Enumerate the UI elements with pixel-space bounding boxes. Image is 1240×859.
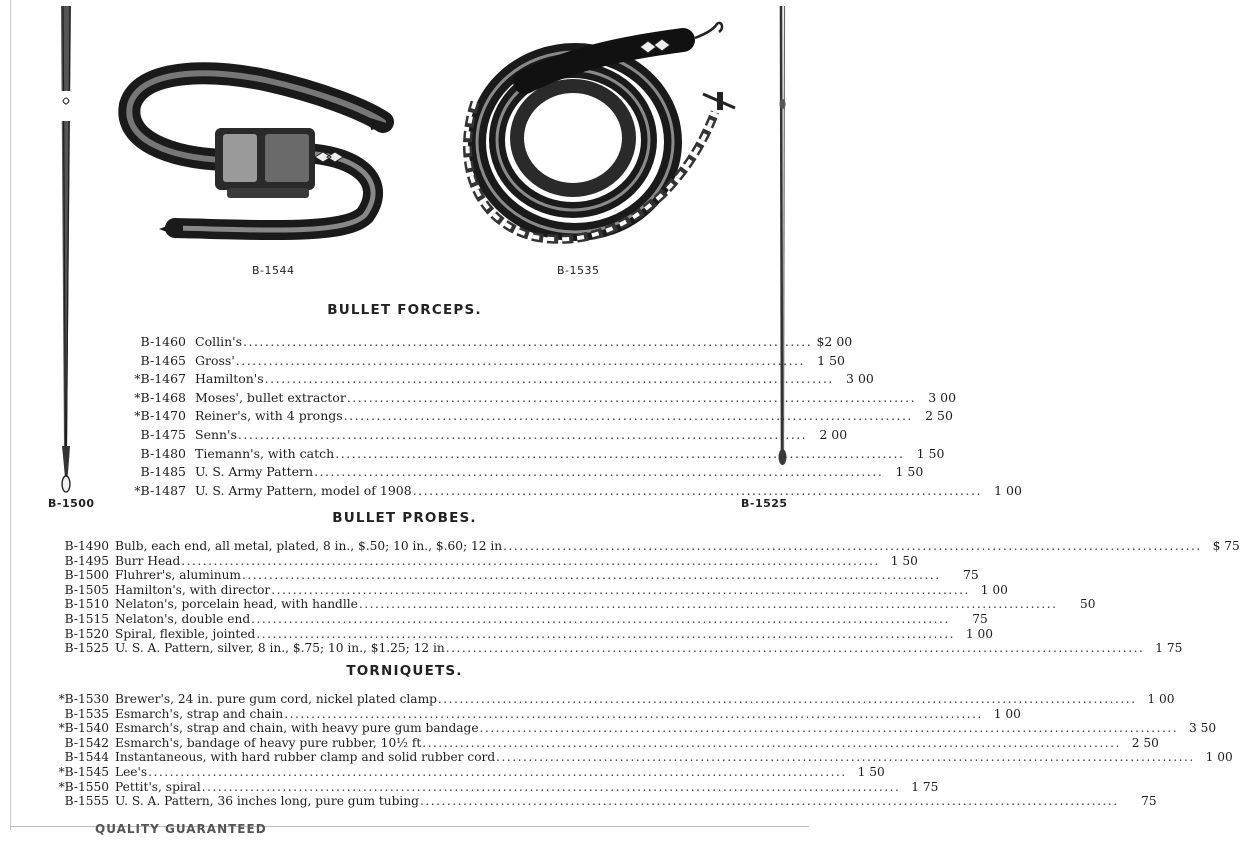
bullet-forceps-heading: BULLET FORCEPS. [327, 302, 482, 318]
item-description: Nelaton's, porcelain head, with handlle [115, 597, 358, 612]
leader-dots: ........................................................................................................ [335, 445, 905, 461]
probe-b1500-label: B-1500 [48, 497, 95, 510]
leader-dots: .................................................................................................................................. [201, 779, 901, 794]
item-price: 1 00 [1205, 750, 1233, 765]
item-description: Hamilton's, with director [115, 582, 271, 597]
item-description: Esmarch's, bandage of heavy pure rubber, 10½ ft [115, 735, 422, 750]
leader-dots: .................................................................................................................................. [251, 611, 950, 626]
leader-dots: ........................................................................................................ [264, 371, 834, 387]
item-code: B-1500 [64, 568, 109, 583]
item-code: *B-1540 [58, 721, 109, 736]
item-price: 1 00 [994, 482, 1022, 498]
item-price: 1 00 [1147, 692, 1175, 706]
leader-dots: .................................................................................................................................. [422, 735, 1121, 750]
item-description: U. S. A. Pattern, 36 inches long, pure gum tubing [115, 794, 419, 809]
table-row [42, 794, 1157, 809]
item-price: $ 75 [1212, 539, 1240, 553]
leader-dots: .................................................................................................................................. [271, 582, 970, 597]
torniquets-list [42, 692, 1233, 809]
table-row [42, 597, 1096, 612]
leader-dots: .................................................................................................................................. [445, 641, 1145, 656]
item-description: Lee's [115, 764, 148, 779]
table-row [42, 611, 988, 627]
leader-dots: ........................................................................................................ [412, 482, 982, 498]
tourniquet-b1535-illustration [455, 22, 745, 252]
leader-dots: .................................................................................................................................. [181, 553, 880, 568]
table-row [114, 389, 957, 409]
table-row [42, 626, 993, 642]
item-code: *B-1550 [58, 779, 109, 794]
item-price: 1 00 [993, 706, 1021, 721]
item-description: Esmarch's, strap and chain [115, 706, 284, 721]
leader-dots: ........................................................................................................ [346, 389, 917, 405]
item-description: Collin's [195, 334, 242, 349]
table-row [114, 445, 945, 465]
item-price: 75 [1141, 794, 1157, 809]
forceps-b1544-label: B-1544 [252, 264, 295, 277]
forceps-b1544-illustration [115, 50, 395, 255]
bullet-forceps-list [114, 334, 1022, 501]
item-description: U. S. A. Pattern, silver, 8 in., $.75; 10 in., $1.25; 12 in [115, 641, 445, 656]
bullet-probes-heading: BULLET PROBES. [332, 510, 477, 526]
item-code: B-1505 [64, 582, 109, 597]
item-price: 2 50 [925, 408, 953, 424]
item-code: *B-1545 [58, 764, 109, 779]
table-row [114, 482, 1022, 502]
item-description: Fluhrer's, aluminum [115, 568, 241, 583]
table-row [114, 334, 853, 353]
table-row [42, 553, 918, 569]
item-code: B-1495 [64, 553, 109, 568]
probe-b1525-label: B-1525 [741, 497, 788, 510]
item-code: B-1510 [64, 597, 109, 612]
item-description: Brewer's, 24 in. pure gum cord, nickel plated clamp [115, 692, 437, 706]
item-price: 2 00 [819, 426, 848, 442]
leader-dots: ........................................................................................................ [314, 464, 884, 480]
item-code: B-1544 [64, 750, 109, 765]
item-price: 75 [972, 611, 988, 626]
item-code: B-1490 [64, 539, 109, 553]
leader-dots: ........................................................................................................ [237, 426, 808, 442]
item-code: B-1542 [64, 735, 109, 750]
item-price: $2 00 [816, 334, 853, 349]
item-description: Esmarch's, strap and chain, with heavy pure gum bandage [115, 721, 479, 736]
probe-b1500-illustration [50, 6, 80, 501]
item-price: 1 50 [895, 464, 924, 480]
item-description: Senn's [195, 426, 237, 442]
item-code: *B-1487 [134, 482, 186, 498]
item-code: *B-1468 [134, 389, 186, 405]
table-row [42, 539, 1240, 554]
item-price: 50 [1080, 597, 1096, 612]
table-row [42, 721, 1217, 736]
item-description: Hamilton's [195, 371, 264, 387]
item-description: Moses', bullet extractor [195, 389, 346, 405]
table-row [114, 464, 924, 483]
item-code: B-1535 [64, 706, 109, 721]
table-row [42, 582, 1008, 598]
item-price: 1 50 [890, 553, 918, 568]
item-price: 2 50 [1131, 735, 1159, 750]
table-row [42, 764, 885, 780]
torniquets-heading: TORNIQUETS. [346, 663, 463, 679]
leader-dots: .................................................................................................................................. [479, 721, 1179, 736]
leader-dots: ........................................................................................................ [235, 352, 805, 368]
table-row [114, 426, 848, 446]
item-code: *B-1470 [134, 408, 186, 424]
item-price: 1 50 [817, 352, 845, 368]
leader-dots: .................................................................................................................................. [358, 597, 1058, 612]
table-row [42, 750, 1233, 765]
item-price: 75 [963, 568, 979, 583]
item-price: 1 50 [916, 445, 945, 461]
leader-dots: .................................................................................................................................. [496, 750, 1195, 765]
leader-dots: .................................................................................................................................. [419, 794, 1119, 809]
table-row [114, 352, 845, 372]
leader-dots: .................................................................................................................................. [256, 626, 955, 641]
item-price: 3 00 [928, 389, 957, 405]
item-description: Tiemann's, with catch [195, 445, 335, 461]
leader-dots: .................................................................................................................................. [437, 692, 1137, 706]
item-description: Pettit's, spiral [115, 779, 201, 794]
item-code: B-1485 [140, 464, 186, 480]
item-code: B-1515 [64, 611, 109, 626]
item-price: 1 50 [857, 764, 885, 779]
item-code: B-1480 [140, 445, 186, 461]
item-code: *B-1530 [58, 692, 109, 706]
item-price: 3 50 [1189, 721, 1217, 736]
table-row [114, 371, 874, 390]
item-price: 1 00 [965, 626, 993, 641]
table-row [114, 408, 953, 427]
item-description: Gross' [195, 352, 235, 368]
table-row [42, 692, 1175, 707]
item-code: B-1520 [64, 626, 109, 641]
item-code: B-1460 [140, 334, 186, 349]
page-left-border [10, 0, 11, 830]
item-price: 1 75 [911, 779, 939, 794]
item-description: U. S. Army Pattern, model of 1908 [195, 482, 412, 498]
item-description: Burr Head [115, 553, 181, 568]
leader-dots: ........................................................................................................ [343, 408, 913, 424]
item-description: Bulb, each end, all metal, plated, 8 in., $.50; 10 in., $.60; 12 in [115, 539, 503, 553]
item-description: Reiner's, with 4 prongs [195, 408, 343, 424]
leader-dots: .................................................................................................................................. [503, 539, 1202, 553]
table-row [42, 779, 939, 795]
leader-dots: .................................................................................................................................. [242, 568, 941, 583]
tourniquet-b1535-label: B-1535 [557, 264, 600, 277]
item-price: 1 00 [980, 582, 1008, 597]
cut-off-footer-text: QUALITY GUARANTEED [95, 822, 267, 836]
bullet-probes-list [42, 539, 1240, 656]
item-code: B-1475 [140, 426, 186, 442]
item-description: Nelaton's, double end [115, 611, 251, 626]
table-row [42, 641, 1183, 656]
leader-dots: .................................................................................................................................. [148, 764, 847, 779]
leader-dots: ........................................................................................................ [243, 334, 813, 349]
item-description: Spiral, flexible, jointed [115, 626, 256, 641]
item-code: B-1555 [64, 794, 109, 809]
table-row [42, 735, 1159, 751]
item-code: *B-1467 [134, 371, 186, 387]
leader-dots: .................................................................................................................................. [284, 706, 983, 721]
item-price: 3 00 [846, 371, 874, 387]
item-price: 1 75 [1155, 641, 1183, 656]
item-code: B-1525 [64, 641, 109, 656]
item-description: U. S. Army Pattern [195, 464, 314, 480]
table-row [42, 706, 1021, 722]
item-code: B-1465 [140, 352, 186, 368]
table-row [42, 568, 979, 583]
item-description: Instantaneous, with hard rubber clamp and solid rubber cord [115, 750, 496, 765]
